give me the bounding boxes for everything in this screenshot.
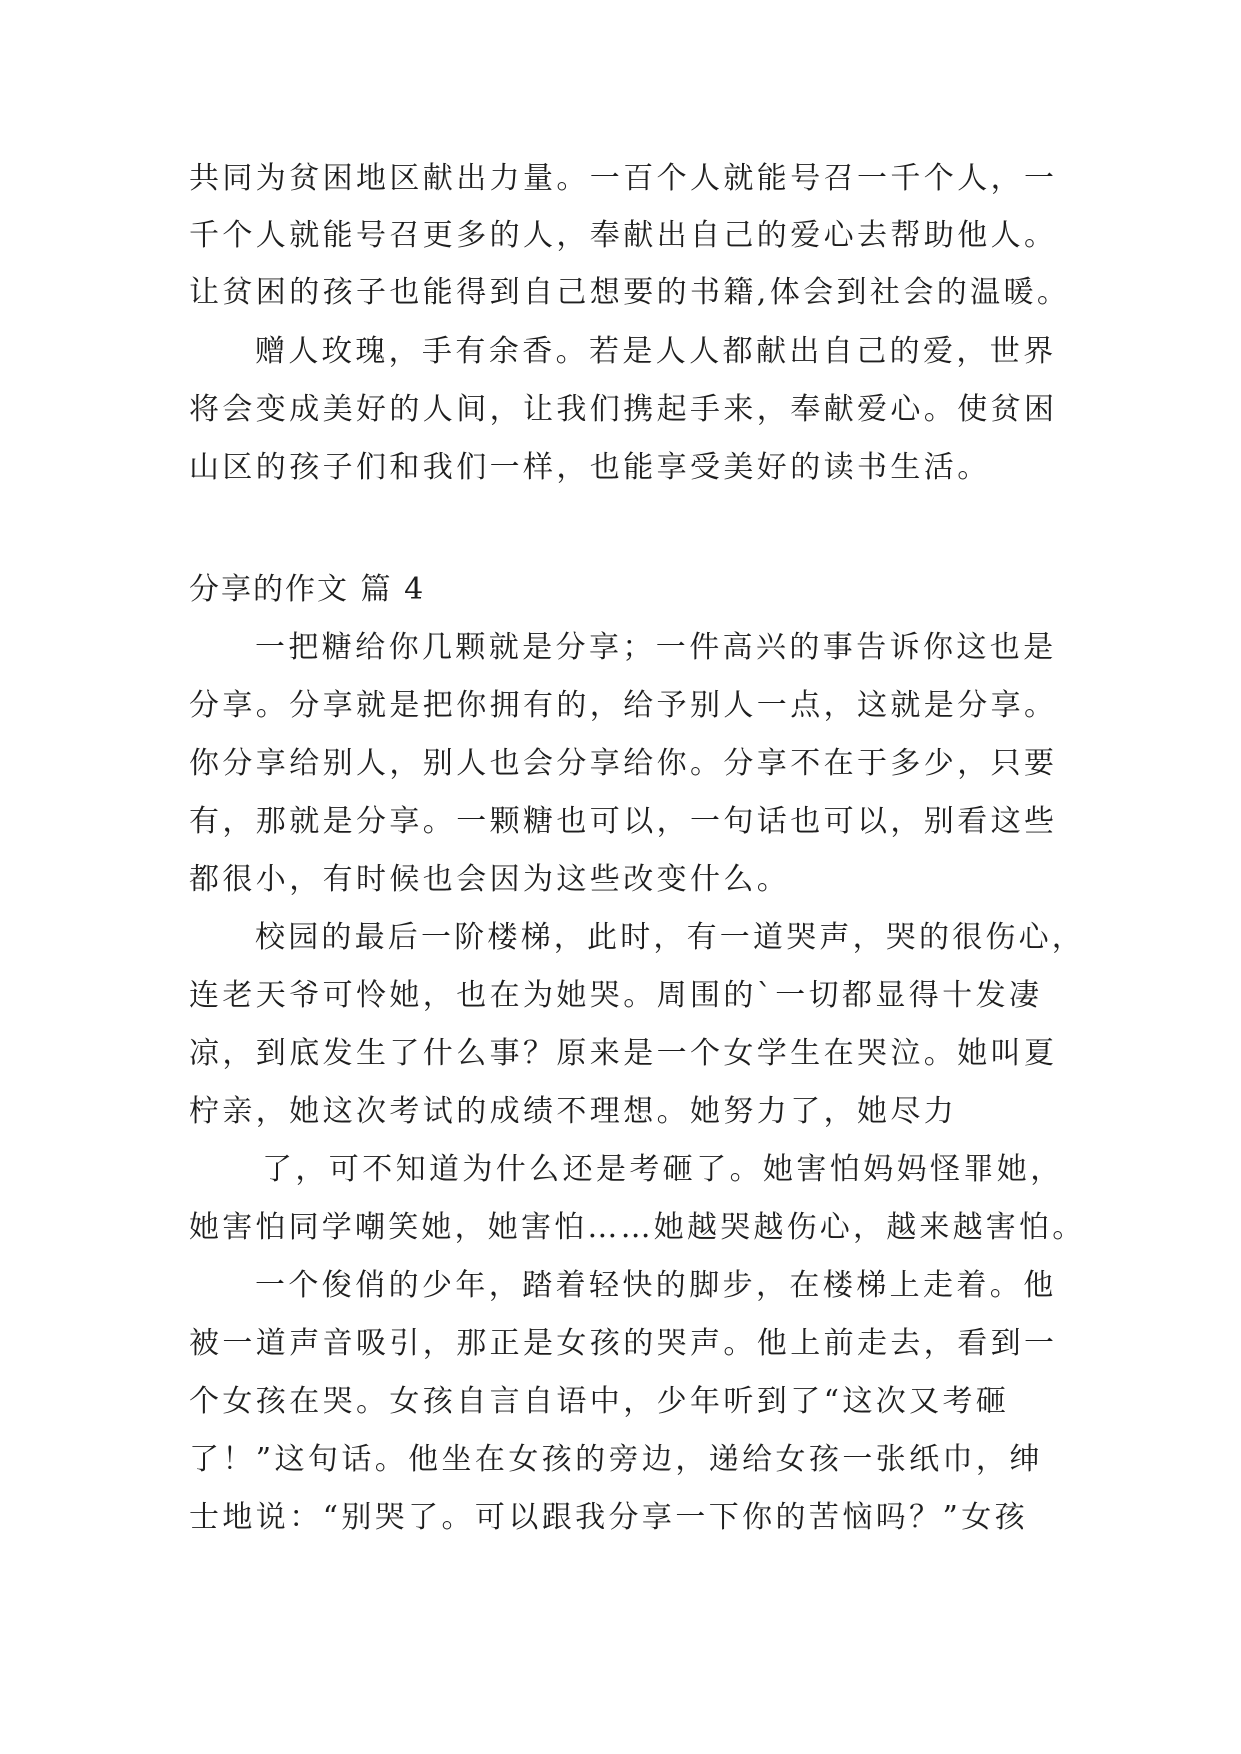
text-line: 山区的孩子们和我们一样，也能享受美好的读书生活。 — [189, 450, 991, 485]
text-line: 一个俊俏的少年，踏着轻快的脚步，在楼梯上走着。他 — [255, 1268, 1057, 1303]
text-line: 有，那就是分享。一颗糖也可以，一句话也可以，别看这些 — [189, 804, 1058, 839]
text-line: 都很小，有时候也会因为这些改变什么。 — [189, 862, 791, 897]
text-line: 你分享给别人，别人也会分享给你。分享不在于多少，只要 — [189, 746, 1058, 781]
text-line: 共同为贫困地区献出力量。一百个人就能号召一千个人，一 — [189, 161, 1058, 196]
text-line: 分享。分享就是把你拥有的，给予别人一点，这就是分享。 — [189, 688, 1058, 723]
text-line: 柠亲，她这次考试的成绩不理想。她努力了，她尽力 — [189, 1094, 958, 1129]
text-line: 校园的最后一阶楼梯，此时，有一道哭声，哭的很伤心， — [255, 920, 1085, 955]
text-line: 千个人就能号召更多的人，奉献出自己的爱心去帮助他人。 — [189, 218, 1058, 253]
text-line: 士地说：“别哭了。可以跟我分享一下你的苦恼吗？”女孩 — [189, 1500, 1029, 1535]
text-line: 连老天爷可怜她，也在为她哭。周围的`一切都显得十发凄 — [189, 978, 1043, 1013]
text-line: 赠人玫瑰，手有余香。若是人人都献出自己的爱，世界 — [255, 334, 1057, 369]
text-line: 个女孩在哭。女孩自言自语中，少年听到了“这次又考砸 — [189, 1384, 1010, 1419]
text-line: 将会变成美好的人间，让我们携起手来，奉献爱心。使贫困 — [189, 392, 1058, 427]
text-line: 她害怕同学嘲笑她，她害怕……她越哭越伤心，越来越害怕。 — [189, 1210, 1086, 1245]
text-line: 一把糖给你几颗就是分享；一件高兴的事告诉你这也是 — [255, 630, 1057, 665]
section-heading: 分享的作文 篇 4 — [189, 572, 426, 607]
text-line: 了！”这句话。他坐在女孩的旁边，递给女孩一张纸巾，绅 — [189, 1442, 1043, 1477]
text-line: 让贫困的孩子也能得到自己想要的书籍,体会到社会的温暖。 — [189, 275, 1071, 310]
text-line: 了，可不知道为什么还是考砸了。她害怕妈妈怪罪她， — [262, 1152, 1064, 1187]
text-line: 被一道声音吸引，那正是女孩的哭声。他上前走去，看到一 — [189, 1326, 1058, 1361]
text-line: 凉，到底发生了什么事？原来是一个女学生在哭泣。她叫夏 — [189, 1036, 1058, 1071]
